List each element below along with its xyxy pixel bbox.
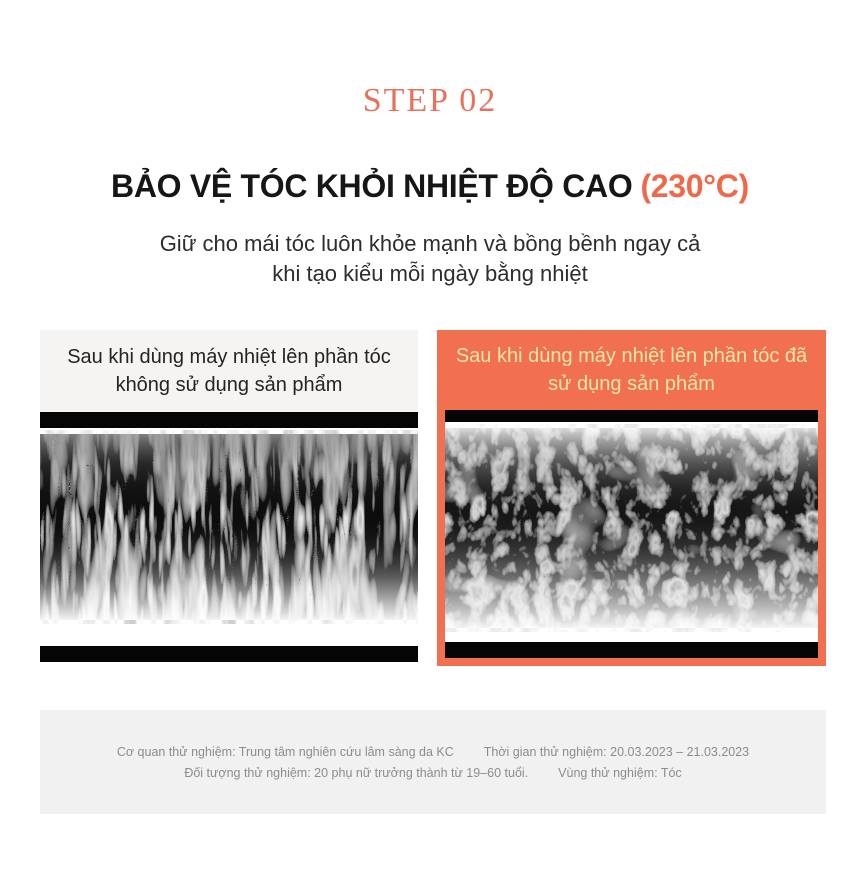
subtitle: [0, 229, 860, 290]
test-area: Vùng thử nghiệm: Tóc: [558, 765, 682, 780]
headline-temperature: (230°C): [640, 168, 749, 204]
subtitle-line-2: khi tạo kiểu mỗi ngày bằng nhiệt: [272, 261, 588, 287]
after-label-line-2: sử dụng sản phẩm: [548, 373, 715, 395]
step-label: STEP 02: [362, 82, 498, 119]
test-info-line-2: [184, 766, 681, 780]
before-label-line-1: Sau khi dùng máy nhiệt lên phần tóc: [67, 345, 391, 368]
headline-text: BẢO VỆ TÓC KHỎI NHIỆT ĐỘ CAO: [111, 168, 633, 204]
page-title: [0, 168, 860, 205]
test-agency: Cơ quan thử nghiệm: Trung tâm nghiên cứu lâm sàng da KC: [116, 744, 454, 759]
before-label: [40, 330, 418, 412]
subtitle-line-1: Giữ cho mái tóc luôn khỏe mạnh và bồng bềnh ngay cả: [159, 231, 701, 256]
after-label: [445, 330, 818, 410]
before-panel: [40, 330, 418, 662]
after-label-line-1: Sau khi dùng máy nhiệt lên phần tóc đã: [455, 344, 808, 367]
hair-microscope-after-image: [445, 410, 818, 658]
test-info-line-1: [117, 745, 749, 759]
test-info-footer: [40, 710, 826, 814]
test-period: Thời gian thử nghiệm: 20.03.2023 – 21.03.2023: [483, 744, 750, 759]
test-subjects: Đối tượng thử nghiệm: 20 phụ nữ trưởng thành từ 19–60 tuổi.: [184, 765, 529, 780]
before-label-line-2: không sử dụng sản phẩm: [115, 374, 343, 396]
hair-microscope-before-image: [40, 412, 418, 662]
after-panel: [437, 330, 826, 666]
comparison-section: [40, 330, 826, 666]
